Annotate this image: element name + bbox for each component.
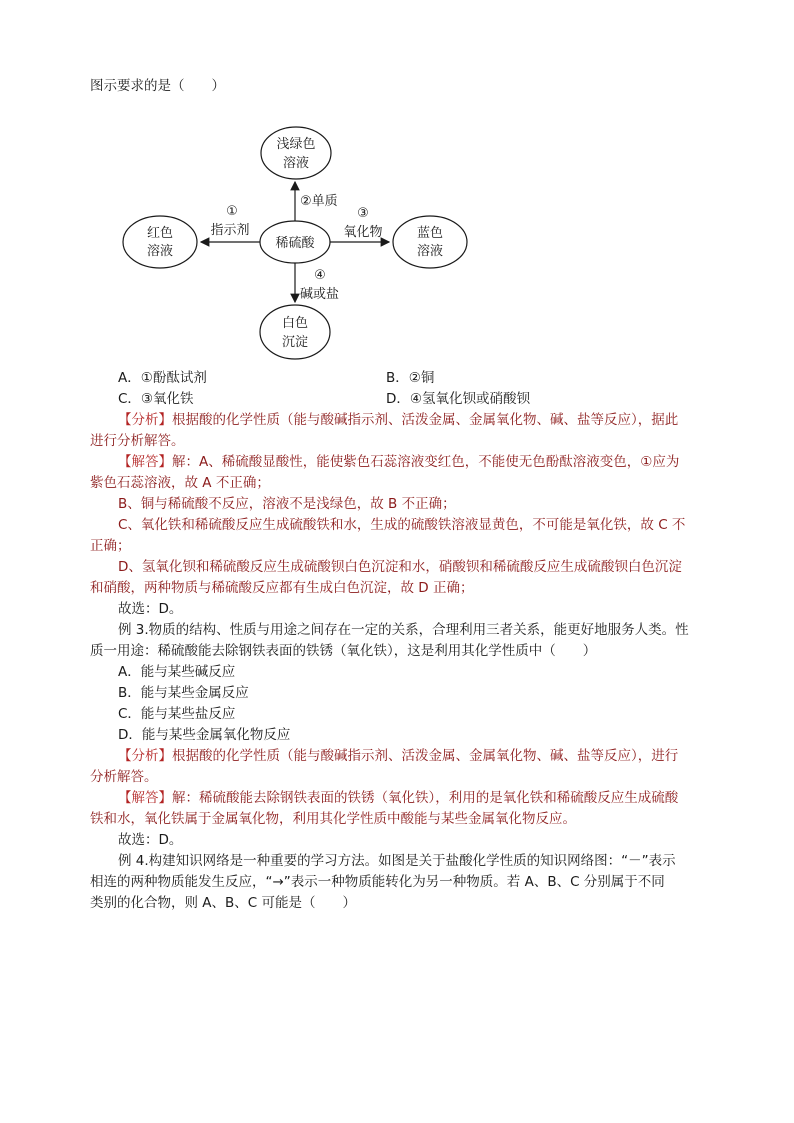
choice-1: 故选：D。 <box>118 601 183 617</box>
left-node-line1: 红色 <box>146 226 174 241</box>
answer-2-text: 解：稀硫酸能去除钢铁表面的铁锈（氧化铁），利用的是氧化铁和稀硫酸反应生成硫酸 <box>172 790 679 806</box>
example-3-option-d: D．能与某些金属氧化物反应 <box>118 727 291 743</box>
answer-tag: 【解答】 <box>118 790 172 806</box>
answer-1-line1 <box>118 452 679 472</box>
top-node-line1: 浅绿色 <box>276 137 316 152</box>
example-4-line3: 类别的化合物，则 A、B、C 可能是（ ） <box>90 895 357 911</box>
example-4-line1: 例 4.构建知识网络是一种重要的学习方法。如图是关于盐酸化学性质的知识网络图：“－”表示 <box>118 853 676 869</box>
analysis-2-line1 <box>118 746 678 766</box>
answer-1-text: 解：A、稀硫酸显酸性，能使紫色石蕊溶液变红色，不能使无色酚酞溶液变色，①应为 <box>172 454 680 470</box>
label-3-text: 氧化物 <box>343 225 383 240</box>
top-node <box>261 127 331 179</box>
answer-1-line7: 和硝酸，两种物质与稀硫酸反应都有生成白色沉淀，故 D 正确； <box>90 580 474 596</box>
analysis-2-text: 根据酸的化学性质（能与酸碱指示剂、活泼金属、金属氧化物、碱、盐等反应），进行 <box>172 748 679 764</box>
option-d: D．④氢氧化钡或硝酸钡 <box>386 391 530 407</box>
analysis-1-line1 <box>118 410 678 430</box>
answer-2-line2: 铁和水，氧化铁属于金属氧化物，利用其化学性质中酸能与某些金属氧化物反应。 <box>90 811 576 827</box>
label-4-number: ④ <box>314 268 326 283</box>
right-node-line2: 溶液 <box>416 244 444 259</box>
example-3-option-a: A．能与某些碱反应 <box>118 664 236 680</box>
label-2: ②单质 <box>300 194 338 209</box>
answer-1-line5: 正确； <box>90 538 131 554</box>
option-c: C．③氧化铁 <box>118 391 194 407</box>
top-node-line2: 溶液 <box>282 156 310 171</box>
example-3-option-b: B．能与某些金属反应 <box>118 685 249 701</box>
example-3-line1: 例 3.物质的结构、性质与用途之间存在一定的关系，合理利用三者关系，能更好地服务人类。性 <box>118 622 689 638</box>
analysis-2-line2: 分析解答。 <box>90 769 158 785</box>
example-3-option-c: C．能与某些盐反应 <box>118 706 236 722</box>
example-4-line2: 相连的两种物质能发生反应，“→”表示一种物质能转化为另一种物质。若 A、B、C 分别属于不同 <box>90 874 665 890</box>
left-node <box>123 216 197 268</box>
example-3-line2: 质一用途：稀硫酸能去除钢铁表面的铁锈（氧化铁），这是利用其化学性质中（ ） <box>90 643 597 659</box>
answer-2-line1 <box>118 788 678 808</box>
answer-1-line4: C、氧化铁和稀硫酸反应生成硫酸铁和水，生成的硫酸铁溶液显黄色，不可能是氧化铁，故 C 不 <box>118 517 686 533</box>
answer-1-line6: D、氢氧化钡和稀硫酸反应生成硫酸钡白色沉淀和水，硝酸钡和稀硫酸反应生成硫酸钡白色沉淀 <box>118 559 682 575</box>
bottom-node-line1: 白色 <box>281 316 309 331</box>
analysis-tag: 【分析】 <box>118 412 172 428</box>
choice-2: 故选：D。 <box>118 832 183 848</box>
center-node-label: 稀硫酸 <box>275 236 315 251</box>
answer-1-line3: B、铜与稀硫酸不反应，溶液不是浅绿色，故 B 不正确； <box>118 496 456 512</box>
label-3-number: ③ <box>357 206 369 221</box>
label-4-text: 碱或盐 <box>300 287 340 302</box>
option-a: A．①酚酞试剂 <box>118 370 207 386</box>
right-node <box>393 216 467 268</box>
left-node-line2: 溶液 <box>146 244 174 259</box>
analysis-tag: 【分析】 <box>118 748 172 764</box>
intro-question: 图示要求的是（ ） <box>90 78 225 94</box>
right-node-line1: 蓝色 <box>416 226 444 241</box>
answer-tag: 【解答】 <box>118 454 172 470</box>
option-b: B．②铜 <box>386 370 435 386</box>
label-1-number: ① <box>226 204 238 219</box>
analysis-1-line2: 进行分析解答。 <box>90 433 185 449</box>
label-1-text: 指示剂 <box>210 223 250 238</box>
answer-1-line2: 紫色石蕊溶液，故 A 不正确； <box>90 475 270 491</box>
bottom-node <box>260 305 330 359</box>
analysis-1-text: 根据酸的化学性质（能与酸碱指示剂、活泼金属、金属氧化物、碱、盐等反应），据此 <box>172 412 679 428</box>
acid-reaction-diagram <box>110 120 490 365</box>
bottom-node-line2: 沉淀 <box>281 335 309 350</box>
